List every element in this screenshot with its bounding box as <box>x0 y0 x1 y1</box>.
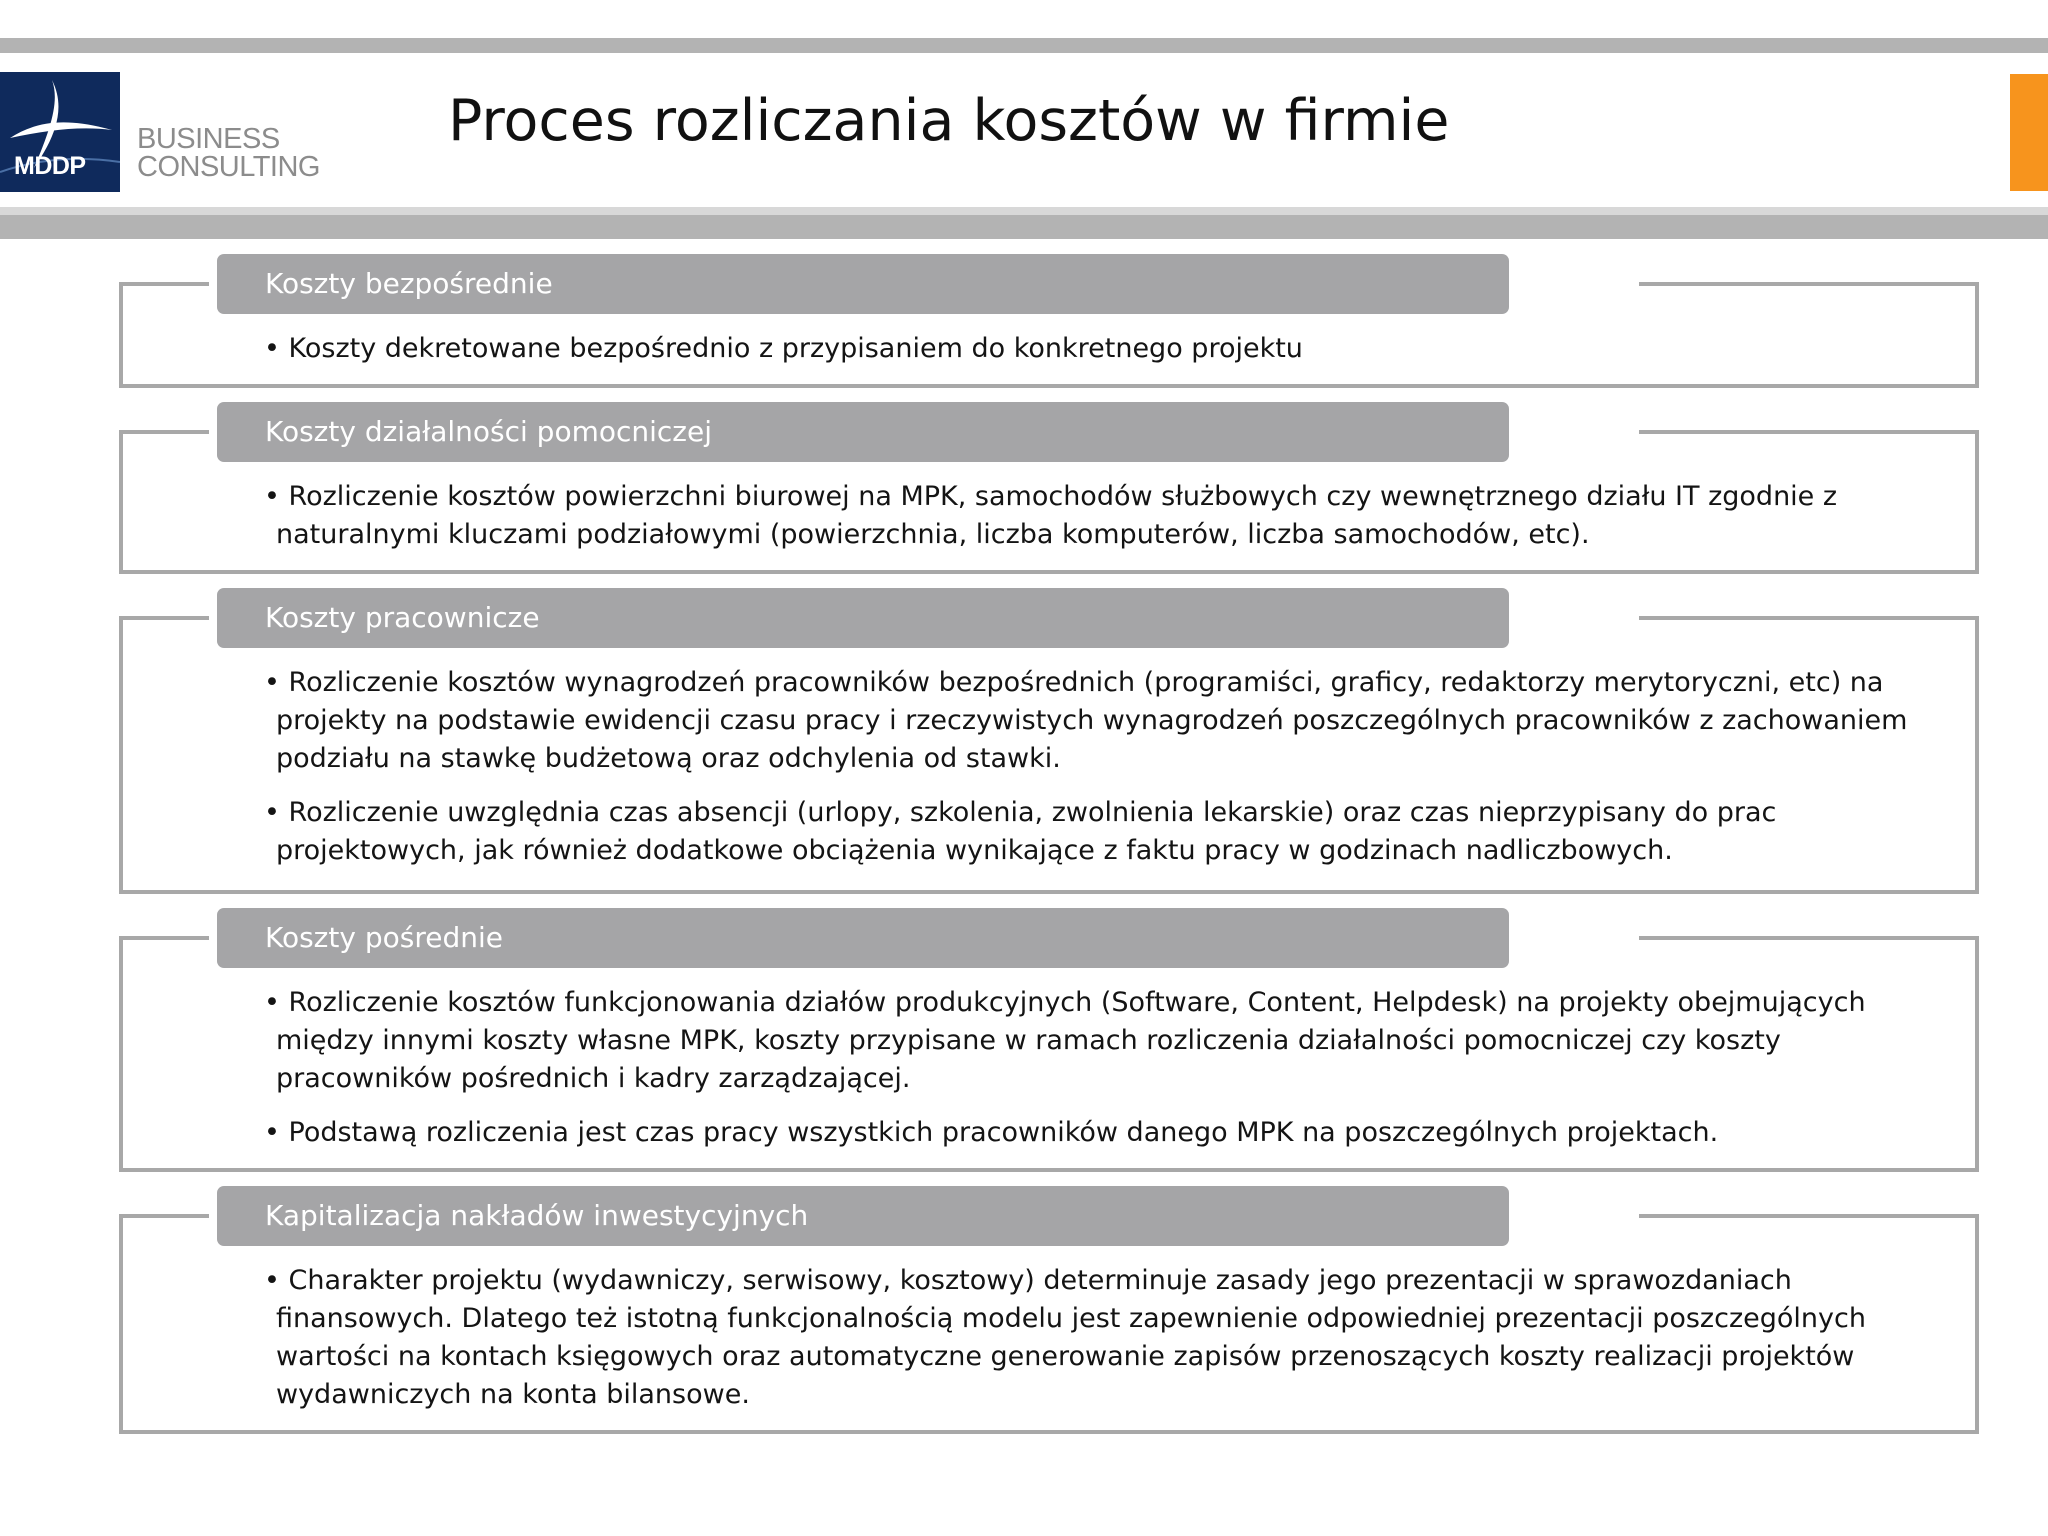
section-header: Koszty bezpośrednie <box>217 254 1509 314</box>
section-direct-costs <box>119 254 1979 388</box>
brand-line-1: BUSINESS <box>137 123 280 155</box>
logo-mark-text: MDDP <box>14 152 86 180</box>
accent-tab <box>2010 74 2048 191</box>
top-decor-bar <box>0 38 2048 53</box>
section-indirect-costs <box>119 908 1979 1172</box>
list-item: • Charakter projektu (wydawniczy, serwisowy, kosztowy) determinuje zasady jego prezentacji w sprawozdaniach finansowych. Dlatego też istotną funkcjonalnością modelu jest zapewnienie odpowiedniej prezentacji poszczególnych wartości na kontach księgowych oraz automatyczne generowanie zapisów przenoszących koszty realizacji projektów wydawniczych na konta bilansowe. <box>264 1262 1944 1414</box>
page-title: Proces rozliczania kosztów w firmie <box>448 88 1450 154</box>
bullet-list <box>264 478 1944 570</box>
section-header: Koszty pracownicze <box>217 588 1509 648</box>
list-item: • Rozliczenie kosztów wynagrodzeń pracowników bezpośrednich (programiści, graficy, redaktorzy merytoryczni, etc) na projekty na podstawie ewidencji czasu pracy i rzeczywistych wynagrodzeń poszczególnych pracowników z zachowaniem podziału na stawkę budżetową oraz odchylenia od stawki. <box>264 664 1944 778</box>
section-header: Koszty pośrednie <box>217 908 1509 968</box>
header-bottom-band <box>0 207 2048 239</box>
bullet-list <box>264 1262 1944 1430</box>
section-header: Kapitalizacja nakładów inwestycyjnych <box>217 1186 1509 1246</box>
bullet-list <box>264 664 1944 886</box>
list-item: • Rozliczenie uwzględnia czas absencji (urlopy, szkolenia, zwolnienia lekarskie) oraz czas nieprzypisany do prac projektowych, jak również dodatkowe obciążenia wynikające z faktu pracy w godzinach nadliczbowych. <box>264 794 1944 870</box>
bullet-list <box>264 330 1944 384</box>
list-item: • Rozliczenie kosztów funkcjonowania działów produkcyjnych (Software, Content, Helpdesk) na projekty obejmujących między innymi koszty własne MPK, koszty przypisane w ramach rozliczenia działalności pomocniczej czy koszty pracowników pośrednich i kadry zarządzającej. <box>264 984 1944 1098</box>
brand-line-2: CONSULTING <box>137 151 320 183</box>
bullet-list <box>264 984 1944 1168</box>
brand-name <box>137 125 320 181</box>
company-logo <box>0 72 120 192</box>
section-header: Koszty działalności pomocniczej <box>217 402 1509 462</box>
section-capitalization <box>119 1186 1979 1434</box>
list-item: • Podstawą rozliczenia jest czas pracy wszystkich pracowników danego MPK na poszczególnych projektach. <box>264 1114 1944 1152</box>
list-item: • Rozliczenie kosztów powierzchni biurowej na MPK, samochodów służbowych czy wewnętrznego działu IT zgodnie z naturalnymi kluczami podziałowymi (powierzchnia, liczba komputerów, liczba samochodów, etc). <box>264 478 1944 554</box>
section-employee-costs <box>119 588 1979 894</box>
section-support-costs <box>119 402 1979 574</box>
list-item: • Koszty dekretowane bezpośrednio z przypisaniem do konkretnego projektu <box>264 330 1944 368</box>
